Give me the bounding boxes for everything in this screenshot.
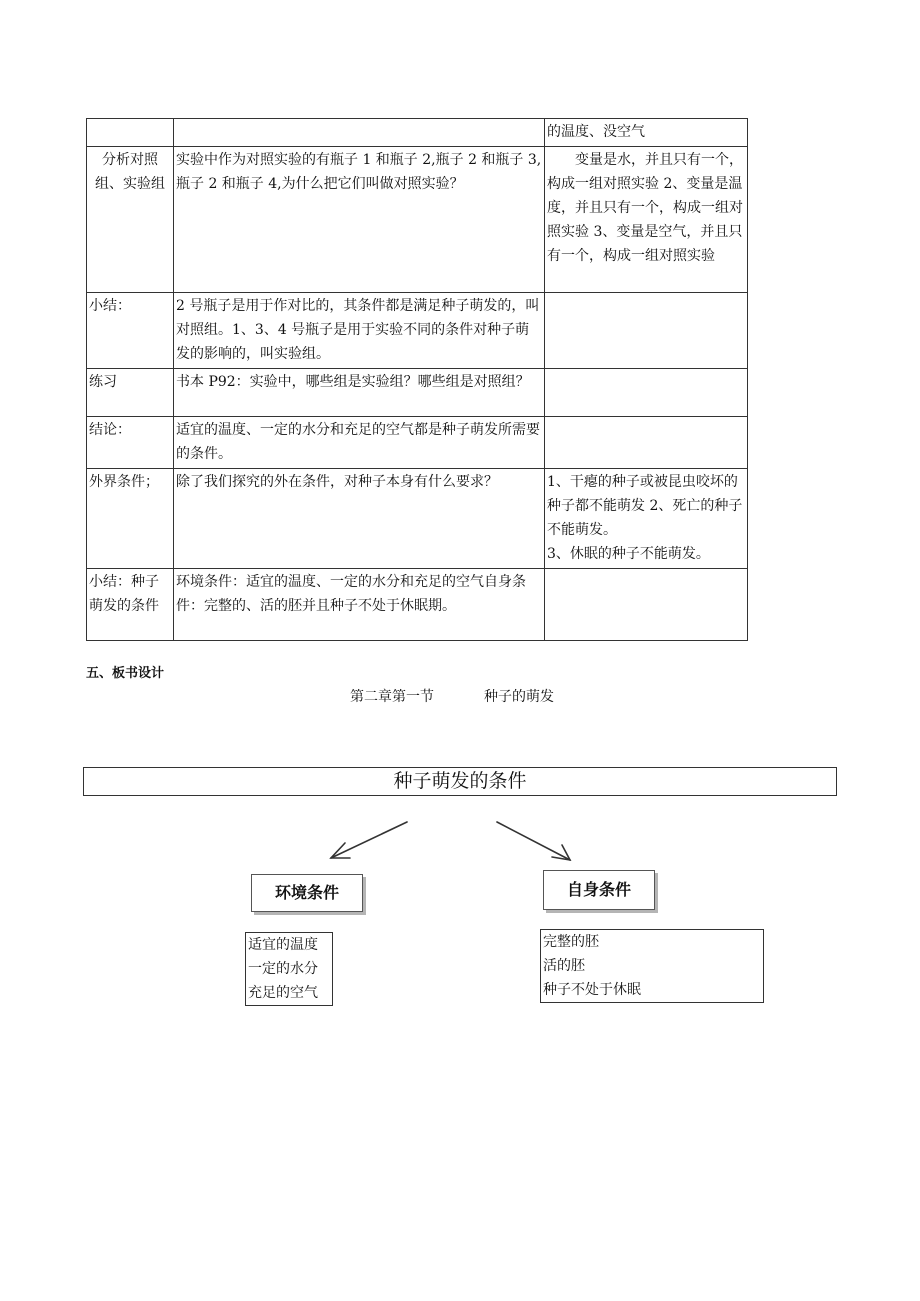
row-answer: 变量是水，并且只有一个，构成一组对照实验 2、变量是温度，并且只有一个，构成一组对照实验 3、变量是空气，并且只有一个，构成一组对照实验 (545, 147, 748, 293)
row-question: 环境条件：适宜的温度、一定的水分和充足的空气自身条件：完整的、活的胚并且种子不处于休眠期。 (174, 569, 545, 641)
list-item: 一定的水分 (248, 961, 318, 977)
main-title-box: 种子萌发的条件 (83, 767, 837, 796)
row-label: 结论： (87, 417, 174, 469)
row-question: 适宜的温度、一定的水分和充足的空气都是种子萌发所需要的条件。 (174, 417, 545, 469)
row-question: 2 号瓶子是用于作对比的，其条件都是满足种子萌发的，叫对照组。1、3、4 号瓶子是用于实验不同的条件对种子萌发的影响的，叫实验组。 (174, 293, 545, 369)
list-item: 完整的胚 (543, 934, 599, 950)
row-label: 外界条件； (87, 469, 174, 569)
row-question: 书本 P92：实验中，哪些组是实验组？哪些组是对照组？ (174, 369, 545, 417)
row-label: 练习 (87, 369, 174, 417)
section-title: 五、板书设计 (86, 666, 165, 681)
row-label: 分析对照组、实验组 (87, 147, 174, 293)
answer-line: 1、干瘪的种子或被昆虫咬坏的种子都不能萌发 2、死亡的种子不能萌发。 (547, 474, 743, 538)
list-item: 活的胚 (543, 958, 585, 974)
row-label: 小结：种子萌发的条件 (87, 569, 174, 641)
list-item: 适宜的温度 (248, 937, 318, 953)
environment-condition-box: 环境条件 (251, 874, 363, 912)
row-label: 小结： (87, 293, 174, 369)
answer-line: 3、休眠的种子不能萌发。 (547, 546, 710, 562)
row-question: 除了我们探究的外在条件，对种子本身有什么要求？ (174, 469, 545, 569)
row-question: 实验中作为对照实验的有瓶子 1 和瓶子 2,瓶子 2 和瓶子 3,瓶子 2 和瓶子 4,为什么把它们叫做对照实验？ (174, 147, 545, 293)
self-condition-box: 自身条件 (543, 870, 655, 910)
list-item: 种子不处于休眠 (543, 982, 641, 998)
lesson-label: 种子的萌发 (484, 689, 554, 705)
list-item: 充足的空气 (248, 985, 318, 1001)
self-list (540, 929, 764, 1003)
environment-list (245, 932, 333, 1006)
arrow-right (497, 822, 570, 860)
chapter-label: 第二章第一节 (350, 689, 434, 705)
row-answer: 的温度、没空气 (545, 119, 748, 147)
arrow-left (331, 822, 407, 858)
